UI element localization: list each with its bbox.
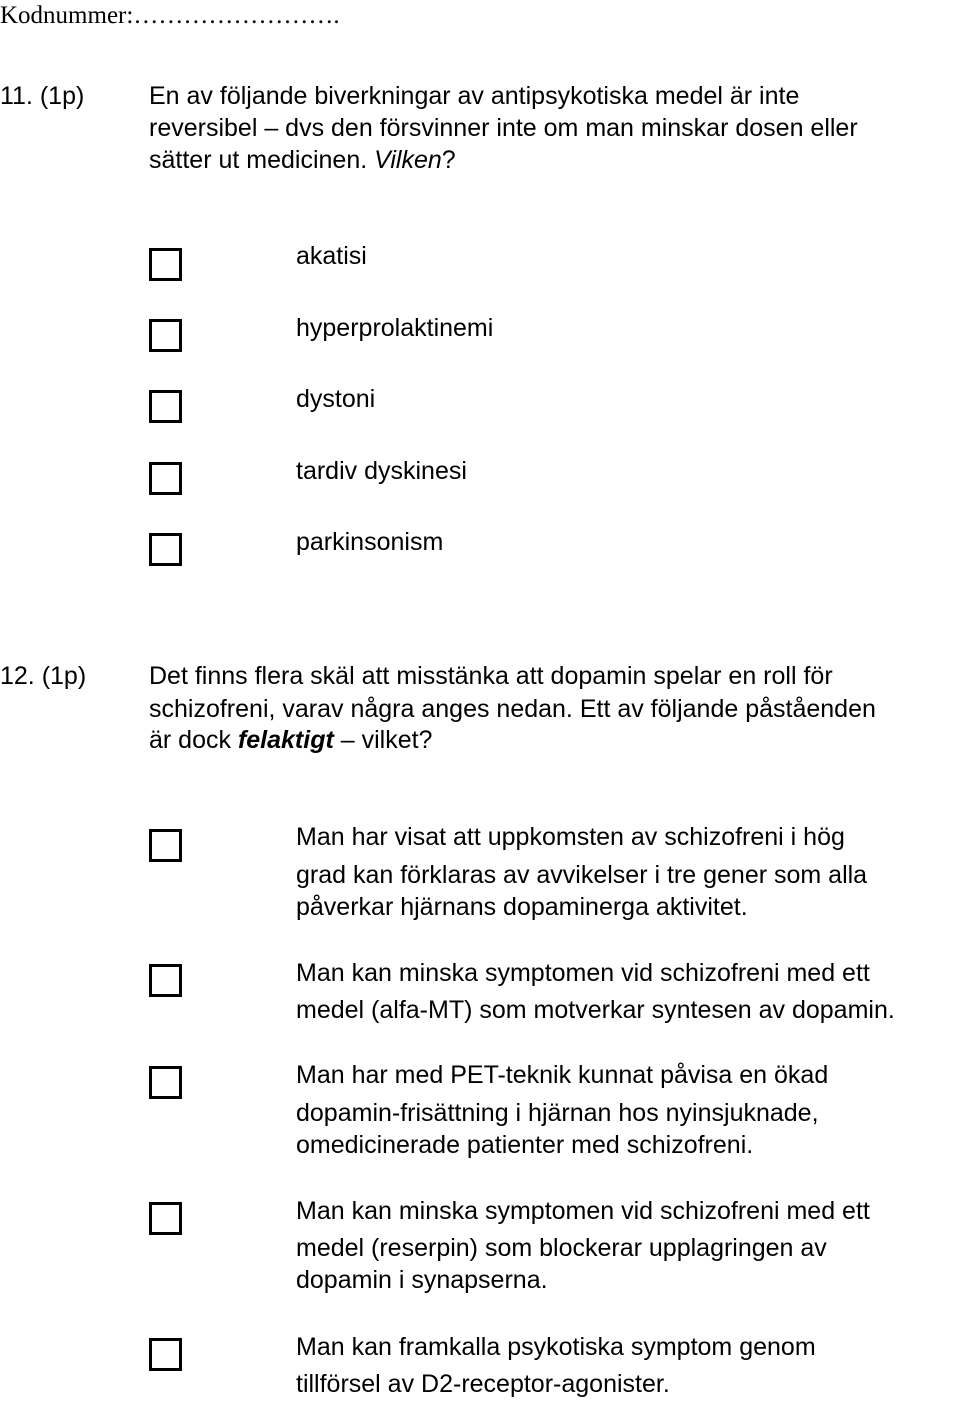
question-12-text-line-2: schizofreni, varav några anges nedan. Ett av följande påståenden [149,695,876,723]
question-11-line-3-prefix: sätter ut medicinen. [149,146,375,174]
question-11-line-3-suffix: ? [441,146,456,174]
q12-option-2-line-1: Man kan minska symptomen vid schizofreni med ett [296,959,870,987]
q12-option-3-line-1: Man har med PET-teknik kunnat påvisa en ökad [296,1061,829,1089]
question-12-line-3-suffix: – vilket? [333,726,433,754]
q12-option-4-line-2: medel (reserpin) som blockerar upplagringen av [296,1234,827,1262]
question-12-line-3-prefix: är dock [149,726,238,754]
q11-option-1-checkbox[interactable] [149,248,182,281]
question-12-text-line-3 [149,726,432,755]
q12-option-5-checkbox[interactable] [149,1338,182,1371]
q12-option-1-checkbox[interactable] [149,829,182,862]
q11-option-5-label: parkinsonism [296,528,444,556]
q12-option-3-line-3: omedicinerade patienter med schizofreni. [296,1131,754,1159]
question-11-text-line-2: reversibel – dvs den försvinner inte om man minskar dosen eller [149,114,858,142]
question-11-text-line-1: En av följande biverkningar av antipsykotiska medel är inte [149,82,800,110]
question-11-number: 11. (1p) [0,82,85,110]
question-12-text-line-1: Det finns flera skäl att misstänka att dopamin spelar en roll för [149,662,833,690]
q12-option-4-checkbox[interactable] [149,1202,182,1235]
q12-option-5-line-2: tillförsel av D2-receptor-agonister. [296,1370,670,1398]
question-11-emphasis: Vilken [374,146,442,174]
q11-option-2-checkbox[interactable] [149,319,182,352]
q12-option-4-line-1: Man kan minska symptomen vid schizofreni med ett [296,1197,870,1225]
q12-option-3-checkbox[interactable] [149,1066,182,1099]
q12-option-2-line-2: medel (alfa-MT) som motverkar syntesen av dopamin. [296,996,895,1024]
q11-option-3-checkbox[interactable] [149,390,182,423]
q12-option-5-line-1: Man kan framkalla psykotiska symptom genom [296,1333,816,1361]
code-number-label: Kodnummer:……………………. [0,2,340,29]
q11-option-5-checkbox[interactable] [149,533,182,566]
q11-option-3-label: dystoni [296,385,376,413]
question-11-text-line-3 [149,146,456,175]
question-12-number: 12. (1p) [0,662,87,690]
q11-option-2-label: hyperprolaktinemi [296,314,494,342]
q12-option-1-line-3: påverkar hjärnans dopaminerga aktivitet. [296,893,748,921]
q12-option-4-line-3: dopamin i synapserna. [296,1266,548,1294]
q12-option-3-line-2: dopamin-frisättning i hjärnan hos nyinsjuknade, [296,1099,819,1127]
q12-option-1-line-1: Man har visat att uppkomsten av schizofreni i hög [296,823,845,851]
q12-option-1-line-2: grad kan förklaras av avvikelser i tre gener som alla [296,861,868,889]
q12-option-2-checkbox[interactable] [149,964,182,997]
q11-option-1-label: akatisi [296,242,367,270]
question-12-emphasis: felaktigt [237,726,334,754]
q11-option-4-checkbox[interactable] [149,462,182,495]
q11-option-4-label: tardiv dyskinesi [296,457,467,485]
